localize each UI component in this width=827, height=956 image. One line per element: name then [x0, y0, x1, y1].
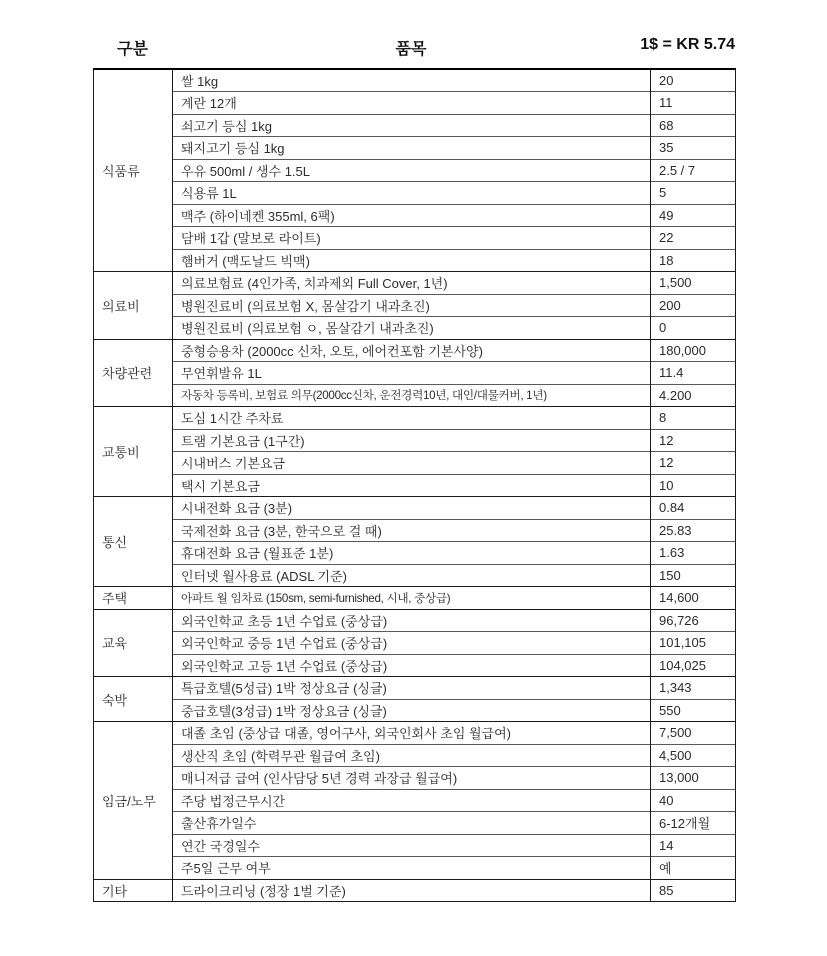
price-cell: 13,000	[651, 767, 736, 790]
price-cell: 104,025	[651, 654, 736, 677]
price-cell: 85	[651, 879, 736, 902]
table-row	[94, 429, 736, 452]
category-cell: 통신	[94, 497, 173, 587]
table-row	[94, 69, 736, 92]
price-cell: 40	[651, 789, 736, 812]
table-row	[94, 654, 736, 677]
price-cell: 8	[651, 407, 736, 430]
header-category-label: 구분	[117, 41, 148, 58]
item-cell: 무연휘발유 1L	[173, 362, 651, 385]
table-row	[94, 879, 736, 902]
category-cell: 교육	[94, 609, 173, 677]
price-cell: 550	[651, 699, 736, 722]
price-cell: 68	[651, 114, 736, 137]
item-cell: 대졸 초임 (중상급 대졸, 영어구사, 외국인회사 초임 월급여)	[173, 722, 651, 745]
table-row	[94, 272, 736, 295]
price-cell: 150	[651, 564, 736, 587]
item-cell: 생산직 초임 (학력무관 월급여 초임)	[173, 744, 651, 767]
item-cell: 출산휴가일수	[173, 812, 651, 835]
item-cell: 주당 법정근무시간	[173, 789, 651, 812]
item-cell: 중형승용차 (2000cc 신차, 오토, 에어컨포함 기본사양)	[173, 339, 651, 362]
table-row	[94, 722, 736, 745]
price-cell: 11	[651, 92, 736, 115]
item-cell: 의료보험료 (4인가족, 치과제외 Full Cover, 1년)	[173, 272, 651, 295]
item-cell: 담배 1갑 (말보로 라이트)	[173, 227, 651, 250]
cost-of-living-table	[93, 68, 736, 902]
item-cell: 연간 국경일수	[173, 834, 651, 857]
header-exchange-rate: 1$ = KR 5.74	[640, 36, 735, 53]
item-cell: 병원진료비 (의료보험 ㅇ, 몸살감기 내과초진)	[173, 317, 651, 340]
item-cell: 식용류 1L	[173, 182, 651, 205]
table-row	[94, 362, 736, 385]
price-cell: 2.5 / 7	[651, 159, 736, 182]
category-cell: 의료비	[94, 272, 173, 340]
cost-table-body	[94, 69, 736, 902]
price-cell: 5	[651, 182, 736, 205]
price-cell: 예	[651, 857, 736, 880]
price-cell: 0	[651, 317, 736, 340]
table-row	[94, 92, 736, 115]
item-cell: 중급호텔(3성급) 1박 정상요금 (싱글)	[173, 699, 651, 722]
item-cell: 햄버거 (맥도날드 빅맥)	[173, 249, 651, 272]
table-row	[94, 744, 736, 767]
price-cell: 22	[651, 227, 736, 250]
item-cell: 주5일 근무 여부	[173, 857, 651, 880]
price-cell: 10	[651, 474, 736, 497]
item-cell: 트램 기본요금 (1구간)	[173, 429, 651, 452]
table-row	[94, 519, 736, 542]
table-row	[94, 812, 736, 835]
item-cell: 도심 1시간 주차료	[173, 407, 651, 430]
table-row	[94, 407, 736, 430]
price-cell: 1,500	[651, 272, 736, 295]
price-cell: 35	[651, 137, 736, 160]
item-cell: 외국인학교 중등 1년 수업료 (중상급)	[173, 632, 651, 655]
category-cell: 식품류	[94, 69, 173, 272]
header-item-label: 품목	[395, 41, 427, 58]
price-cell: 0.84	[651, 497, 736, 520]
table-row	[94, 699, 736, 722]
item-cell: 아파트 월 임차료 (150sm, semi-furnished, 시내, 중상급)	[173, 587, 651, 610]
table-row	[94, 767, 736, 790]
price-cell: 4,500	[651, 744, 736, 767]
price-cell: 12	[651, 452, 736, 475]
price-cell: 180,000	[651, 339, 736, 362]
table-row	[94, 182, 736, 205]
item-cell: 특급호텔(5성급) 1박 정상요금 (싱글)	[173, 677, 651, 700]
price-cell: 6-12개월	[651, 812, 736, 835]
price-cell: 14,600	[651, 587, 736, 610]
category-cell: 주택	[94, 587, 173, 610]
price-cell: 7,500	[651, 722, 736, 745]
table-row	[94, 249, 736, 272]
item-cell: 맥주 (하이네켄 355ml, 6팩)	[173, 204, 651, 227]
price-cell: 14	[651, 834, 736, 857]
table-row	[94, 789, 736, 812]
item-cell: 외국인학교 고등 1년 수업료 (중상급)	[173, 654, 651, 677]
table-row	[94, 114, 736, 137]
table-row	[94, 384, 736, 407]
item-cell: 병원진료비 (의료보험 X, 몸살감기 내과초진)	[173, 294, 651, 317]
price-cell: 200	[651, 294, 736, 317]
table-row	[94, 564, 736, 587]
item-cell: 쌀 1kg	[173, 69, 651, 92]
price-cell: 101,105	[651, 632, 736, 655]
item-cell: 돼지고기 등심 1kg	[173, 137, 651, 160]
item-cell: 시내전화 요금 (3분)	[173, 497, 651, 520]
table-row	[94, 857, 736, 880]
category-cell: 차량관련	[94, 339, 173, 407]
table-row	[94, 137, 736, 160]
table-row	[94, 339, 736, 362]
price-cell: 12	[651, 429, 736, 452]
table-row	[94, 497, 736, 520]
price-cell: 18	[651, 249, 736, 272]
item-cell: 휴대전화 요금 (월표준 1분)	[173, 542, 651, 565]
item-cell: 인터넷 월사용료 (ADSL 기준)	[173, 564, 651, 587]
item-cell: 우유 500ml / 생수 1.5L	[173, 159, 651, 182]
table-row	[94, 159, 736, 182]
table-row	[94, 587, 736, 610]
item-cell: 외국인학교 초등 1년 수업료 (중상급)	[173, 609, 651, 632]
price-cell: 1.63	[651, 542, 736, 565]
item-cell: 드라이크리닝 (정장 1벌 기준)	[173, 879, 651, 902]
category-cell: 숙박	[94, 677, 173, 722]
price-cell: 1,343	[651, 677, 736, 700]
table-row	[94, 317, 736, 340]
table-row	[94, 227, 736, 250]
price-cell: 25.83	[651, 519, 736, 542]
table-row	[94, 609, 736, 632]
table-row	[94, 632, 736, 655]
table-row	[94, 474, 736, 497]
category-cell: 교통비	[94, 407, 173, 497]
item-cell: 매니저급 급여 (인사담당 5년 경력 과장급 월급여)	[173, 767, 651, 790]
item-cell: 쇠고기 등심 1kg	[173, 114, 651, 137]
item-cell: 자동차 등록비, 보험료 의무(2000cc신차, 운전경력10년, 대인/대물커버, 1년)	[173, 384, 651, 407]
price-cell: 49	[651, 204, 736, 227]
item-cell: 시내버스 기본요금	[173, 452, 651, 475]
table-row	[94, 452, 736, 475]
table-row	[94, 834, 736, 857]
table-header	[93, 36, 735, 62]
item-cell: 택시 기본요금	[173, 474, 651, 497]
table-row	[94, 294, 736, 317]
item-cell: 국제전화 요금 (3분, 한국으로 걸 때)	[173, 519, 651, 542]
category-cell: 기타	[94, 879, 173, 902]
category-cell: 임금/노무	[94, 722, 173, 880]
table-row	[94, 542, 736, 565]
table-row	[94, 204, 736, 227]
price-cell: 4.200	[651, 384, 736, 407]
price-cell: 96,726	[651, 609, 736, 632]
table-row	[94, 677, 736, 700]
item-cell: 계란 12개	[173, 92, 651, 115]
price-cell: 11.4	[651, 362, 736, 385]
price-cell: 20	[651, 69, 736, 92]
